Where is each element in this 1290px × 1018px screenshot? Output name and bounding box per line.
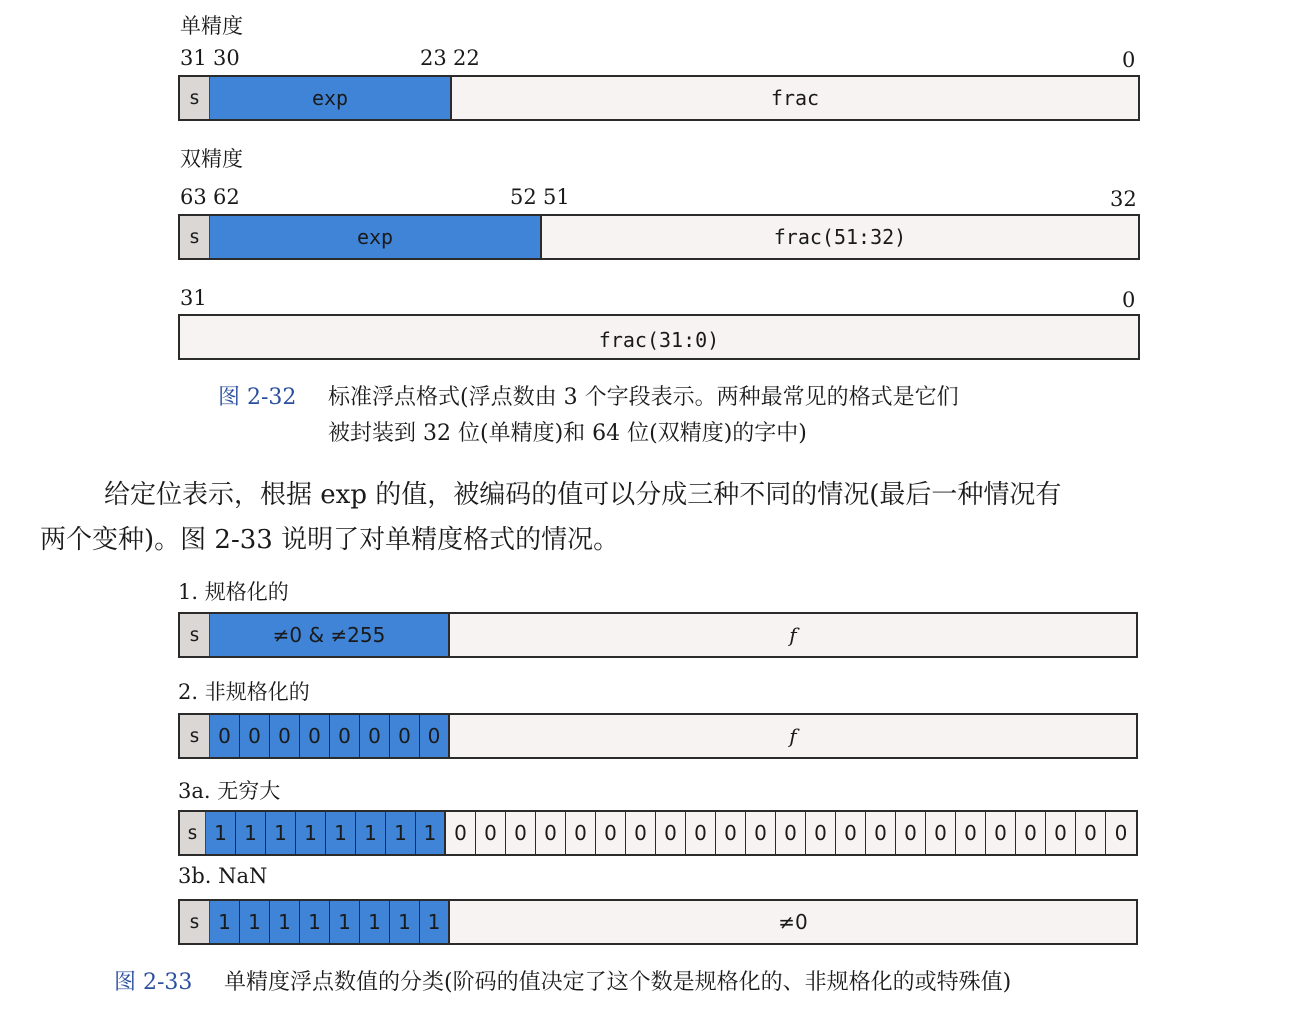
sign-field: s (180, 812, 206, 854)
exp-bit-cell: 0 (390, 715, 420, 757)
exp-bit-cell: 0 (420, 715, 450, 757)
figure-caption-label-2: 图 2-33 (114, 970, 193, 995)
exp-bit-cell: 1 (356, 812, 386, 854)
sign-field: s (180, 77, 210, 119)
exp-bit-cell: 1 (270, 901, 300, 943)
frac-field: f (789, 724, 797, 748)
bit-label-63: 63 (180, 185, 207, 209)
sign-field: s (180, 614, 210, 656)
exp-bit-cell: 1 (330, 901, 360, 943)
frac-bit-cell: 0 (506, 812, 536, 854)
bit-label-31-lo: 31 (180, 286, 207, 310)
paragraph-line2: 两个变种)。图 2-33 说明了对单精度格式的情况。 (40, 525, 620, 555)
frac-bit-cell: 0 (806, 812, 836, 854)
frac-bit-cell: 0 (1114, 821, 1128, 845)
bit-label-62: 62 (213, 185, 240, 209)
exp-field: exp (210, 216, 542, 258)
exp-bit-cell: 1 (416, 812, 446, 854)
case-nan-title: 3b. NaN (178, 864, 268, 888)
sign-field: s (180, 216, 210, 258)
exp-bit-cell: 1 (326, 812, 356, 854)
frac-bit-cell: 0 (476, 812, 506, 854)
frac-bit-cell: 0 (686, 812, 716, 854)
bit-label-51: 51 (543, 185, 570, 209)
frac-field: f (789, 623, 797, 647)
frac-bit-cell: 0 (1076, 812, 1106, 854)
double-precision-title: 双精度 (180, 147, 243, 171)
frac-bit-cell: 0 (836, 812, 866, 854)
frac-bit-cell: 0 (986, 812, 1016, 854)
bit-label-22: 22 (453, 46, 480, 70)
single-precision-title: 单精度 (180, 14, 243, 38)
frac-bit-cell: 0 (1046, 812, 1076, 854)
figure-caption-line1: 标准浮点格式(浮点数由 3 个字段表示。两种最常见的格式是它们 (328, 385, 959, 410)
frac-bit-cell: 0 (1016, 812, 1046, 854)
exp-bit-cell: 1 (360, 901, 390, 943)
exp-bit-cell: 1 (420, 901, 450, 943)
exp-bit-cell: 0 (270, 715, 300, 757)
exp-field: exp (210, 77, 452, 119)
exp-bit-cell: 0 (240, 715, 270, 757)
exp-bit-cell: 1 (296, 812, 326, 854)
frac-bit-cell: 0 (776, 812, 806, 854)
exp-bit-cell: 1 (206, 812, 236, 854)
exp-bit-cell: 1 (266, 812, 296, 854)
frac-bit-cell: 0 (896, 812, 926, 854)
frac-bit-cell: 0 (716, 812, 746, 854)
single-precision-layout (178, 75, 1140, 121)
frac-bit-cell: 0 (566, 812, 596, 854)
frac-bit-cell: 0 (956, 812, 986, 854)
case-normalized-title: 1. 规格化的 (178, 580, 289, 604)
frac-bit-cell: 0 (656, 812, 686, 854)
frac-field: ≠0 (778, 910, 808, 934)
exp-bit-cell: 1 (236, 812, 266, 854)
exp-bit-cell: 0 (300, 715, 330, 757)
exp-bit-cell: 1 (300, 901, 330, 943)
exp-bit-cell: 1 (210, 901, 240, 943)
paragraph-line1: 给定位表示，根据 exp 的值，被编码的值可以分成三种不同的情况(最后一种情况有 (104, 480, 1062, 510)
frac-high-field: frac(51:32) (773, 225, 907, 249)
sign-field: s (180, 715, 210, 757)
bit-label-0: 0 (1122, 48, 1136, 72)
frac-bit-cell: 0 (866, 812, 896, 854)
exp-bit-cell: 1 (390, 901, 420, 943)
double-precision-high-layout (178, 214, 1140, 260)
sign-field: s (180, 901, 210, 943)
bit-label-0-lo: 0 (1122, 288, 1136, 312)
case-denormalized-layout (178, 713, 1138, 759)
exp-bit-cell: 1 (240, 901, 270, 943)
case-denormalized-title: 2. 非规格化的 (178, 680, 310, 704)
case-infinity-layout (178, 810, 1138, 856)
bit-label-23: 23 (420, 46, 447, 70)
bit-label-52: 52 (510, 185, 537, 209)
frac-bit-cell: 0 (626, 812, 656, 854)
double-precision-low-layout (178, 314, 1140, 360)
frac-bit-cell: 0 (596, 812, 626, 854)
exp-bit-cell: 0 (210, 715, 240, 757)
frac-bit-cell: 0 (926, 812, 956, 854)
case-normalized-layout (178, 612, 1138, 658)
frac-bit-cell: 0 (746, 812, 776, 854)
exp-bit-cell: 0 (330, 715, 360, 757)
exp-bit-cell: 1 (386, 812, 416, 854)
bit-label-32: 32 (1110, 187, 1137, 211)
figure-caption-text-2: 单精度浮点数值的分类(阶码的值决定了这个数是规格化的、非规格化的或特殊值) (224, 970, 1012, 995)
figure-caption-line2: 被封装到 32 位(单精度)和 64 位(双精度)的字中) (328, 421, 807, 446)
bit-label-30: 30 (213, 46, 240, 70)
exp-bit-cell: 0 (360, 715, 390, 757)
case-infinity-title: 3a. 无穷大 (178, 779, 281, 803)
frac-bit-cell: 0 (536, 812, 566, 854)
frac-low-field: frac(31:0) (598, 328, 720, 352)
frac-field: frac (770, 86, 820, 110)
exp-field: ≠0 & ≠255 (210, 614, 450, 656)
case-nan-layout (178, 899, 1138, 945)
frac-bit-cell: 0 (446, 812, 476, 854)
bit-label-31: 31 (180, 46, 207, 70)
figure-caption-label: 图 2-32 (218, 385, 297, 410)
